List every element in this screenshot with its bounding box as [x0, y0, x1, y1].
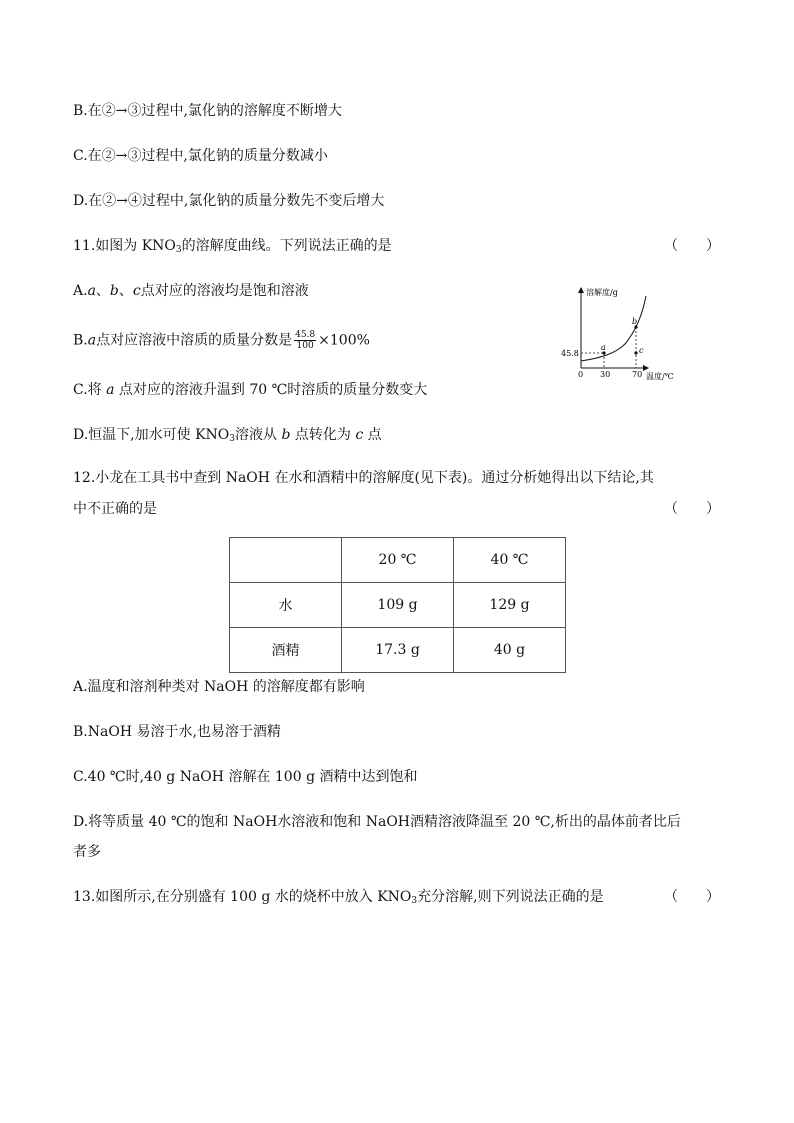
- q12-option-b: B.NaOH 易溶于水,也易溶于酒精: [73, 724, 281, 740]
- y-axis-label: 溶解度/g: [586, 288, 618, 297]
- q11-stem: 11.如图为 $KNO_3$的溶解度曲线。下列说法正确的是: [73, 238, 392, 255]
- q11-option-a: A.a、b、c点对应的溶液均是饱和溶液: [73, 283, 309, 299]
- table-header-row: [230, 538, 566, 583]
- table-row: [230, 628, 566, 673]
- table-cell: 129 g: [454, 583, 566, 628]
- table-cell: 17.3 g: [342, 628, 454, 673]
- q11-option-c: C.将 a 点对应的溶液升温到 70 ℃时溶质的质量分数变大: [73, 382, 428, 398]
- table-cell: 40 g: [454, 628, 566, 673]
- q12-option-d-line-1: D.将等质量 40 ℃的饱和 NaOH水溶液和饱和 NaOH酒精溶液降温至 20 ℃,析出的晶体前者比后: [73, 814, 681, 830]
- q12-option-a: A.温度和溶剂种类对 NaOH 的溶解度都有影响: [73, 679, 365, 695]
- q10-option-d: D.在②→④过程中,氯化钠的质量分数先不变后增大: [73, 193, 385, 209]
- table-cell: 109 g: [342, 583, 454, 628]
- q11-answer-bracket: （ ）: [664, 238, 720, 254]
- table-row: [230, 583, 566, 628]
- q12-answer-bracket: （ ）: [664, 501, 720, 517]
- table-cell: 水: [230, 583, 342, 628]
- q13-stem: 13.如图所示,在分别盛有 100 g 水的烧杯中放入 $KNO_3$充分溶解,则下列说法正确的是: [73, 889, 604, 906]
- q12-stem-line-2: 中不正确的是: [73, 501, 157, 517]
- point-c: [634, 351, 637, 354]
- table-cell: 酒精: [230, 628, 342, 673]
- y-tick-45-8: 45.8: [561, 349, 579, 358]
- q12-option-c: C.40 ℃时,40 g NaOH 溶解在 100 g 酒精中达到饱和: [73, 769, 418, 785]
- kno3-solubility-graph: [560, 282, 680, 382]
- x-tick-30: 30: [600, 370, 611, 379]
- q12-stem-line-1: 12.小龙在工具书中查到 NaOH 在水和酒精中的溶解度(见下表)。通过分析她得出以下结论,其: [73, 470, 654, 486]
- naoh-solubility-table: [229, 537, 566, 673]
- x-tick-70: 70: [632, 370, 643, 379]
- table-header-cell: [230, 538, 342, 583]
- q11-option-b: B.a点对应溶液中溶质的质量分数是 $\frac{45.8}{100}$ ×100%: [73, 330, 370, 351]
- q13-answer-bracket: （ ）: [664, 889, 720, 905]
- origin-label: 0: [578, 370, 584, 379]
- table-header-cell: 40 ℃: [454, 538, 566, 583]
- label-c: c: [639, 346, 644, 355]
- q11-option-d: D.恒温下,加水可使 $KNO_3$溶液从 b 点转化为 c 点: [73, 427, 382, 444]
- x-axis-label: 温度/℃: [646, 372, 674, 381]
- table-header-cell: 20 ℃: [342, 538, 454, 583]
- q10-option-b: B.在②→③过程中,氯化钠的溶解度不断增大: [73, 103, 342, 119]
- label-a: a: [601, 343, 606, 352]
- q10-option-c: C.在②→③过程中,氯化钠的质量分数减小: [73, 148, 328, 164]
- q12-option-d-line-2: 者多: [73, 844, 101, 860]
- label-b: b: [632, 317, 638, 326]
- fraction: $\frac{45.8}{100}$: [295, 330, 316, 351]
